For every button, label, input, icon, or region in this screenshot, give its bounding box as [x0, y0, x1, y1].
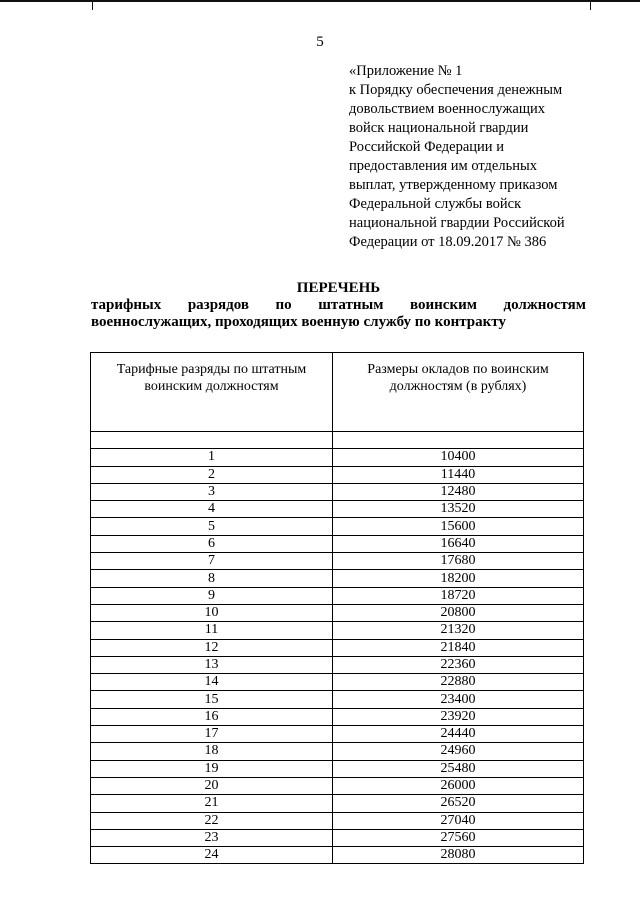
table-row — [91, 553, 584, 570]
grade-cell: 24 — [91, 847, 333, 864]
grade-cell: 22 — [91, 812, 333, 829]
salary-cell: 26520 — [333, 795, 584, 812]
salary-cell: 10400 — [333, 449, 584, 466]
table-row — [91, 726, 584, 743]
table-row — [91, 483, 584, 500]
table-row — [91, 570, 584, 587]
salary-cell: 18720 — [333, 587, 584, 604]
annex-line: выплат, утвержденному приказом — [349, 177, 558, 193]
grade-cell: 13 — [91, 656, 333, 673]
grade-cell: 14 — [91, 674, 333, 691]
grade-cell: 7 — [91, 553, 333, 570]
grade-cell: 8 — [91, 570, 333, 587]
grade-cell: 12 — [91, 639, 333, 656]
annex-line: войск национальной гвардии — [349, 120, 529, 136]
table-header-row — [91, 353, 584, 432]
salary-cell: 11440 — [333, 466, 584, 483]
grade-cell: 21 — [91, 795, 333, 812]
table-row — [91, 829, 584, 846]
scan-edge-mark — [590, 0, 591, 10]
annex-line: предоставления им отдельных — [349, 158, 537, 174]
annex-body — [349, 81, 584, 252]
salary-cell: 17680 — [333, 553, 584, 570]
salary-cell: 27560 — [333, 829, 584, 846]
table-row — [91, 708, 584, 725]
salary-cell: 25480 — [333, 760, 584, 777]
grade-cell: 17 — [91, 726, 333, 743]
salary-cell: 22360 — [333, 656, 584, 673]
salary-cell: 28080 — [333, 847, 584, 864]
annex-line: Федерации от 18.09.2017 № 386 — [349, 234, 547, 250]
salary-cell: 23400 — [333, 691, 584, 708]
table-row — [91, 743, 584, 760]
grade-cell: 16 — [91, 708, 333, 725]
table-row — [91, 604, 584, 621]
salary-cell: 16640 — [333, 535, 584, 552]
table-row — [91, 656, 584, 673]
grade-cell: 6 — [91, 535, 333, 552]
grade-cell: 20 — [91, 777, 333, 794]
grade-cell: 5 — [91, 518, 333, 535]
header-grade: Тарифные разряды по штатным воинским должностям — [91, 353, 333, 432]
annex-title: «Приложение № 1 — [349, 63, 463, 79]
grade-cell: 9 — [91, 587, 333, 604]
grade-cell: 4 — [91, 501, 333, 518]
scan-top-border — [0, 0, 640, 2]
grade-cell: 15 — [91, 691, 333, 708]
table-row — [91, 449, 584, 466]
document-subheading: тарифных разрядов по штатным воинским должностям военнослужащих, проходящих военную службу по контракту — [91, 297, 586, 330]
grade-cell: 3 — [91, 483, 333, 500]
salary-cell: 20800 — [333, 604, 584, 621]
table-row — [91, 674, 584, 691]
annex-line: к Порядку обеспечения денежным — [349, 82, 563, 98]
table-row — [91, 587, 584, 604]
salary-cell: 15600 — [333, 518, 584, 535]
table-row — [91, 466, 584, 483]
grade-cell: 10 — [91, 604, 333, 621]
salary-cell: 22880 — [333, 674, 584, 691]
table-row — [91, 795, 584, 812]
page-number: 5 — [316, 34, 324, 50]
salary-cell: 13520 — [333, 501, 584, 518]
document-heading: ПЕРЕЧЕНЬ — [296, 280, 381, 296]
table-row — [91, 639, 584, 656]
table-row — [91, 535, 584, 552]
salary-cell: 21320 — [333, 622, 584, 639]
salary-cell: 24440 — [333, 726, 584, 743]
spacer-row — [91, 432, 584, 449]
grade-cell: 23 — [91, 829, 333, 846]
salary-cell: 24960 — [333, 743, 584, 760]
salary-cell: 18200 — [333, 570, 584, 587]
table-row — [91, 518, 584, 535]
grade-cell: 2 — [91, 466, 333, 483]
table-row — [91, 847, 584, 864]
annex-reference — [349, 62, 584, 252]
table-row — [91, 622, 584, 639]
grade-cell: 18 — [91, 743, 333, 760]
scan-edge-mark — [92, 0, 93, 10]
annex-line: Российской Федерации и — [349, 139, 504, 155]
annex-line: национальной гвардии Российской — [349, 215, 565, 231]
salary-cell: 21840 — [333, 639, 584, 656]
salary-cell: 27040 — [333, 812, 584, 829]
salary-cell: 12480 — [333, 483, 584, 500]
salary-cell: 23920 — [333, 708, 584, 725]
header-salary: Размеры окладов по воинским должностям (в рублях) — [333, 353, 584, 432]
grade-cell: 1 — [91, 449, 333, 466]
table-row — [91, 812, 584, 829]
grade-cell: 11 — [91, 622, 333, 639]
table-row — [91, 501, 584, 518]
table-row — [91, 777, 584, 794]
salary-cell: 26000 — [333, 777, 584, 794]
table-row — [91, 691, 584, 708]
grade-cell: 19 — [91, 760, 333, 777]
salary-grade-table — [90, 352, 584, 864]
table-row — [91, 760, 584, 777]
annex-line: Федеральной службы войск — [349, 196, 522, 212]
annex-line: довольствием военнослужащих — [349, 101, 545, 117]
